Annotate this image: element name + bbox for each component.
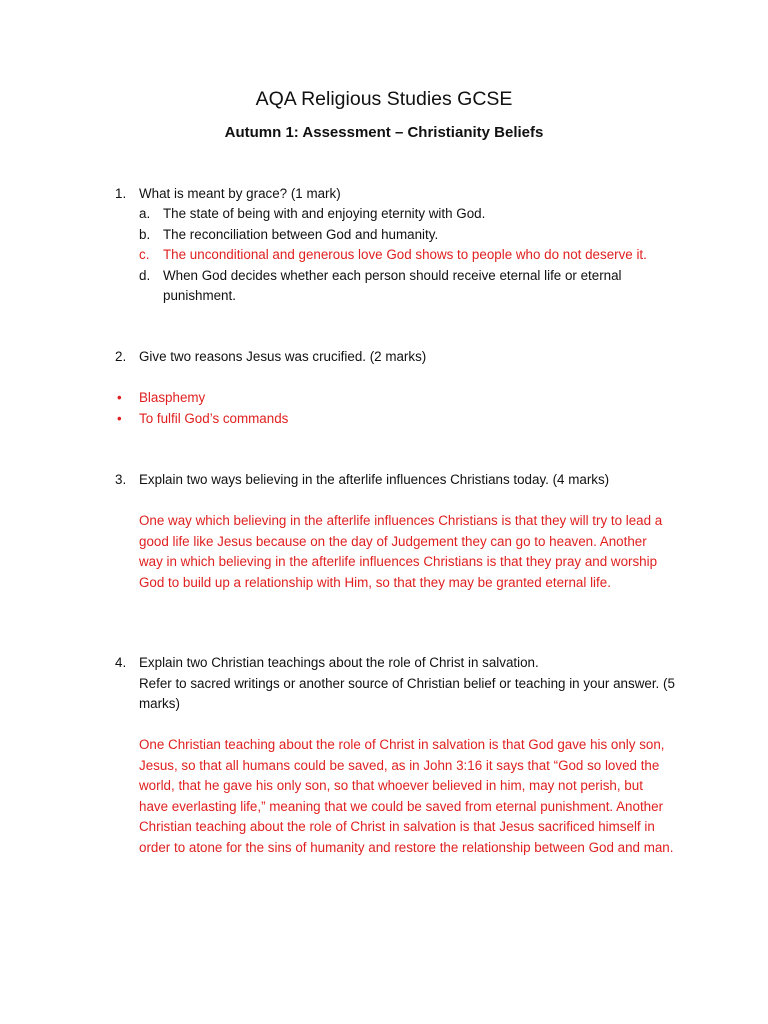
bullet-icon: • <box>117 390 122 405</box>
question-number: 2. <box>115 349 127 364</box>
question-1 <box>115 184 685 205</box>
option-c-correct <box>139 245 679 266</box>
option-letter: c. <box>139 247 150 262</box>
question-4 <box>115 653 685 715</box>
question-text: Explain two ways believing in the afterlife influences Christians today. (4 marks) <box>139 472 610 487</box>
answer-bullet <box>115 388 675 409</box>
option-letter: d. <box>139 267 151 283</box>
option-text: When God decides whether each person should receive eternal life or eternal punishment. <box>163 267 622 303</box>
option-d <box>139 266 679 307</box>
option-letter: b. <box>139 226 151 242</box>
option-text: The state of being with and enjoying eternity with God. <box>163 206 486 221</box>
question-number: 1. <box>115 186 127 201</box>
option-letter: a. <box>139 206 151 221</box>
question-2 <box>115 347 685 368</box>
option-text: The reconciliation between God and humanity. <box>163 226 439 242</box>
question-3-answer: One way which believing in the afterlife influences Christians is that they will try to lead a good life like Jesus because on the day of Judgement they can go to heaven. Another way in which believing in the afterlife influences Christians is that they pray and worship God to build up a relationship with Him, so that they may be granted eternal life. <box>139 513 663 590</box>
bullet-text: Blasphemy <box>139 390 206 405</box>
question-2-answers <box>115 388 675 429</box>
page-title: AQA Religious Studies GCSE <box>255 88 513 110</box>
question-number: 3. <box>115 472 127 487</box>
question-text: Explain two Christian teachings about the role of Christ in salvation. <box>139 655 539 670</box>
option-b <box>139 225 679 246</box>
page-subtitle: Autumn 1: Assessment – Christianity Beliefs <box>224 124 544 141</box>
option-text: The unconditional and generous love God shows to people who do not deserve it. <box>163 247 647 262</box>
question-4-answer: One Christian teaching about the role of Christ in salvation is that God gave his only son, Jesus, so that all humans could be saved, as in John 3:16 it says that “God so loved the world, that he gave his only son, so that whoever believed in him, may not perish, but have everlasting life,” meaning that we could be saved from eternal punishment. Another Christian teaching about the role of Christ in salvation is that Jesus sacrificed himself in order to atone for the sins of humanity and restore the relationship between God and man. <box>139 737 674 855</box>
question-instruction: Refer to sacred writings or another source of Christian belief or teaching in your answer. (5 marks) <box>139 675 675 711</box>
question-number: 4. <box>115 655 127 670</box>
question-1-options <box>139 204 679 307</box>
bullet-text: To fulfil God’s commands <box>139 410 289 426</box>
question-text: Give two reasons Jesus was crucified. (2 marks) <box>139 349 427 364</box>
question-3 <box>115 470 685 491</box>
bullet-icon: • <box>117 410 122 426</box>
answer-bullet <box>115 409 675 430</box>
option-a <box>139 204 679 225</box>
question-text: What is meant by grace? (1 mark) <box>139 186 341 201</box>
